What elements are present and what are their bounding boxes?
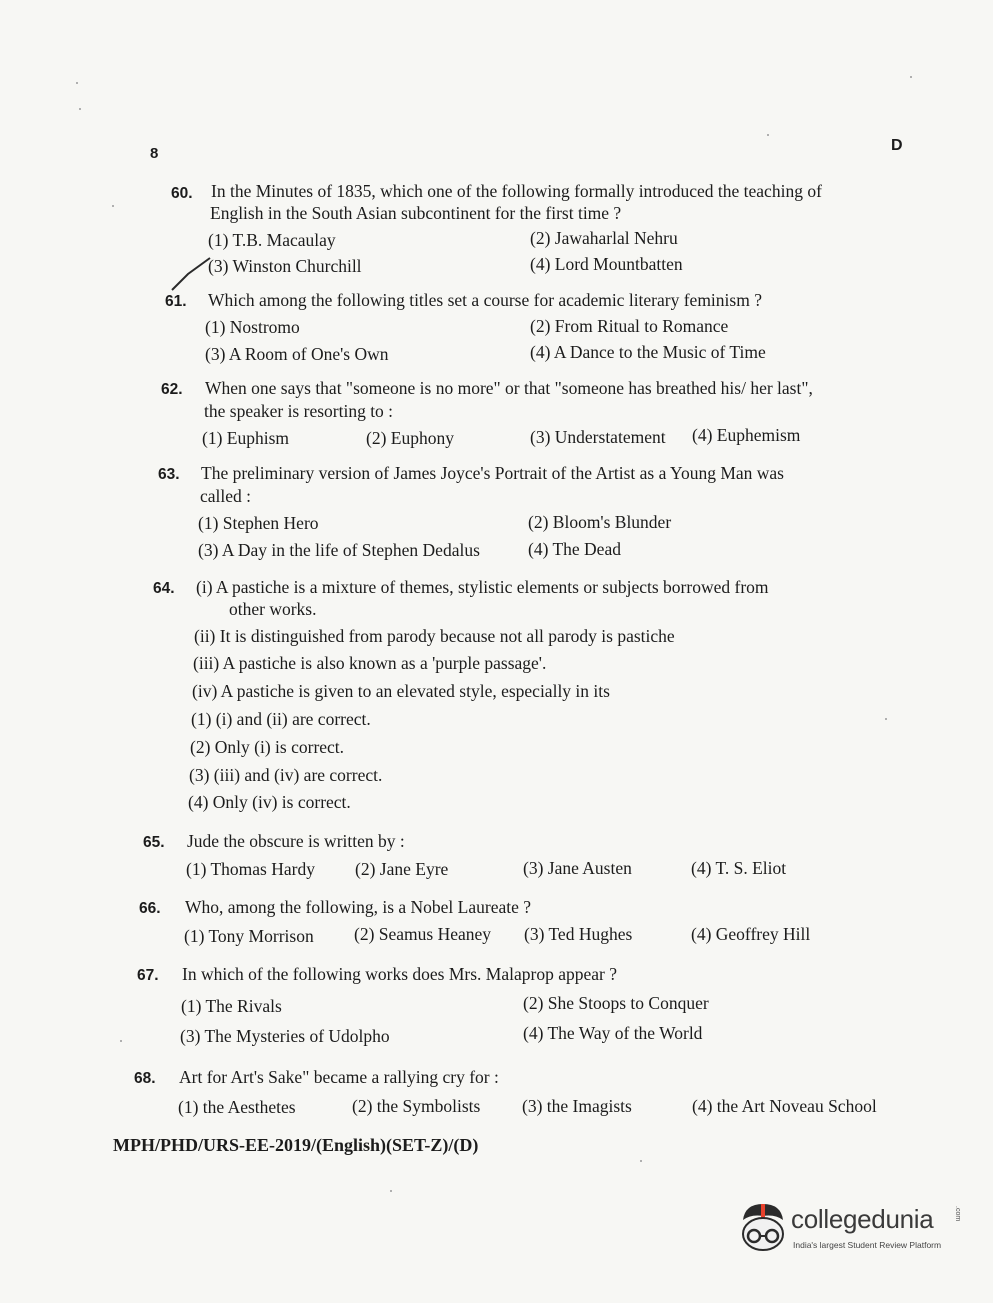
option-4: (4) Euphemism bbox=[692, 425, 801, 445]
question-text: In the Minutes of 1835, which one of the following formally introduced the teaching of bbox=[211, 181, 822, 201]
question-62 bbox=[161, 376, 911, 456]
option-2: (2) Bloom's Blunder bbox=[528, 512, 672, 532]
statement-ii: (ii) It is distinguished from parody because not all parody is pastiche bbox=[194, 626, 675, 646]
option-3: (3) the Imagists bbox=[522, 1096, 632, 1116]
option-2: (2) Jawaharlal Nehru bbox=[530, 228, 678, 248]
option-2: (2) From Ritual to Romance bbox=[530, 316, 729, 336]
option-4: (4) The Way of the World bbox=[523, 1023, 703, 1043]
option-2: (2) Seamus Heaney bbox=[354, 924, 492, 944]
option-3: (3) Jane Austen bbox=[523, 858, 632, 878]
option-4: (4) Only (iv) is correct. bbox=[188, 792, 351, 812]
option-3: (3) Understatement bbox=[530, 427, 666, 447]
option-3: (3) Winston Churchill bbox=[208, 256, 362, 276]
question-61 bbox=[165, 287, 905, 367]
question-67 bbox=[137, 961, 877, 1051]
option-4: (4) Geoffrey Hill bbox=[691, 924, 811, 944]
option-1: (1) Tony Morrison bbox=[184, 926, 314, 946]
question-text: In which of the following works does Mrs. Malaprop appear ? bbox=[182, 964, 617, 984]
option-1: (1) Stephen Hero bbox=[198, 513, 319, 533]
statement-iv: (iv) A pastiche is given to an elevated style, especially in its bbox=[192, 681, 610, 701]
question-68 bbox=[134, 1064, 904, 1124]
option-2: (2) She Stoops to Conquer bbox=[523, 993, 709, 1013]
option-1: (1) Euphism bbox=[202, 428, 290, 448]
option-3: (3) A Room of One's Own bbox=[205, 344, 389, 364]
scan-speck bbox=[112, 205, 114, 207]
statement-i-continued: other works. bbox=[229, 599, 317, 619]
brand-suffix: .com bbox=[954, 1206, 961, 1222]
question-text: Which among the following titles set a course for academic literary feminism ? bbox=[208, 290, 762, 310]
question-number: 63. bbox=[158, 466, 180, 483]
option-4: (4) The Dead bbox=[528, 539, 621, 559]
student-mascot-icon bbox=[735, 1198, 791, 1258]
option-2: (2) Jane Eyre bbox=[355, 859, 449, 879]
question-number: 68. bbox=[134, 1070, 156, 1087]
option-2: (2) Euphony bbox=[366, 428, 454, 448]
question-text: called : bbox=[200, 486, 252, 506]
option-3: (3) (iii) and (iv) are correct. bbox=[189, 765, 383, 785]
statement-iii: (iii) A pastiche is also known as a 'purple passage'. bbox=[193, 653, 547, 673]
option-3: (3) Ted Hughes bbox=[524, 924, 633, 944]
scan-speck bbox=[640, 1160, 642, 1162]
question-number: 61. bbox=[165, 293, 187, 310]
question-number: 60. bbox=[171, 185, 193, 202]
scan-speck bbox=[390, 1190, 392, 1192]
option-4: (4) T. S. Eliot bbox=[691, 858, 787, 878]
question-number: 65. bbox=[143, 834, 165, 851]
question-text: When one says that "someone is no more" or that "someone has breathed his/ her last", bbox=[205, 378, 813, 398]
brand-name: collegedunia bbox=[791, 1204, 934, 1234]
option-2: (2) Only (i) is correct. bbox=[190, 737, 345, 757]
option-4: (4) A Dance to the Music of Time bbox=[530, 342, 766, 362]
collegedunia-watermark bbox=[735, 1196, 965, 1260]
question-text: the speaker is resorting to : bbox=[204, 401, 394, 421]
question-number: 64. bbox=[153, 580, 175, 597]
scan-speck bbox=[885, 718, 887, 720]
question-64 bbox=[153, 574, 908, 819]
scan-speck bbox=[79, 108, 81, 110]
option-4: (4) the Art Noveau School bbox=[692, 1096, 877, 1116]
option-4: (4) Lord Mountbatten bbox=[530, 254, 683, 274]
scan-speck bbox=[120, 1040, 122, 1042]
option-1: (1) the Aesthetes bbox=[178, 1097, 296, 1117]
scan-speck bbox=[767, 134, 769, 136]
brand-tagline: India's largest Student Review Platform bbox=[793, 1240, 942, 1250]
set-code: D bbox=[891, 137, 903, 154]
question-text: Who, among the following, is a Nobel Laureate ? bbox=[185, 897, 532, 917]
option-1: (1) (i) and (ii) are correct. bbox=[191, 709, 371, 729]
question-number: 66. bbox=[139, 900, 161, 917]
question-66 bbox=[139, 894, 879, 954]
question-number: 62. bbox=[161, 381, 183, 398]
scan-speck bbox=[76, 82, 78, 84]
option-1: (1) Thomas Hardy bbox=[186, 859, 315, 879]
option-1: (1) T.B. Macaulay bbox=[208, 230, 336, 250]
option-1: (1) Nostromo bbox=[205, 317, 300, 337]
option-3: (3) The Mysteries of Udolpho bbox=[180, 1026, 390, 1046]
question-63 bbox=[158, 460, 908, 560]
question-text: Jude the obscure is written by : bbox=[187, 831, 405, 851]
option-3: (3) A Day in the life of Stephen Dedalus bbox=[198, 540, 480, 560]
question-text: Art for Art's Sake" became a rallying cry for : bbox=[179, 1067, 499, 1087]
page-number: 8 bbox=[150, 145, 159, 162]
question-number: 67. bbox=[137, 967, 159, 984]
option-1: (1) The Rivals bbox=[181, 996, 282, 1016]
scan-speck bbox=[910, 76, 912, 78]
exam-code-footer: MPH/PHD/URS-EE-2019/(English)(SET-Z)/(D) bbox=[113, 1135, 479, 1155]
option-2: (2) the Symbolists bbox=[352, 1096, 481, 1116]
question-text: The preliminary version of James Joyce's Portrait of the Artist as a Young Man was bbox=[201, 463, 784, 483]
question-text: English in the South Asian subcontinent for the first time ? bbox=[210, 203, 622, 223]
question-60 bbox=[171, 179, 911, 279]
statement-i: (i) A pastiche is a mixture of themes, stylistic elements or subjects borrowed from bbox=[196, 577, 769, 597]
question-65 bbox=[143, 828, 863, 888]
